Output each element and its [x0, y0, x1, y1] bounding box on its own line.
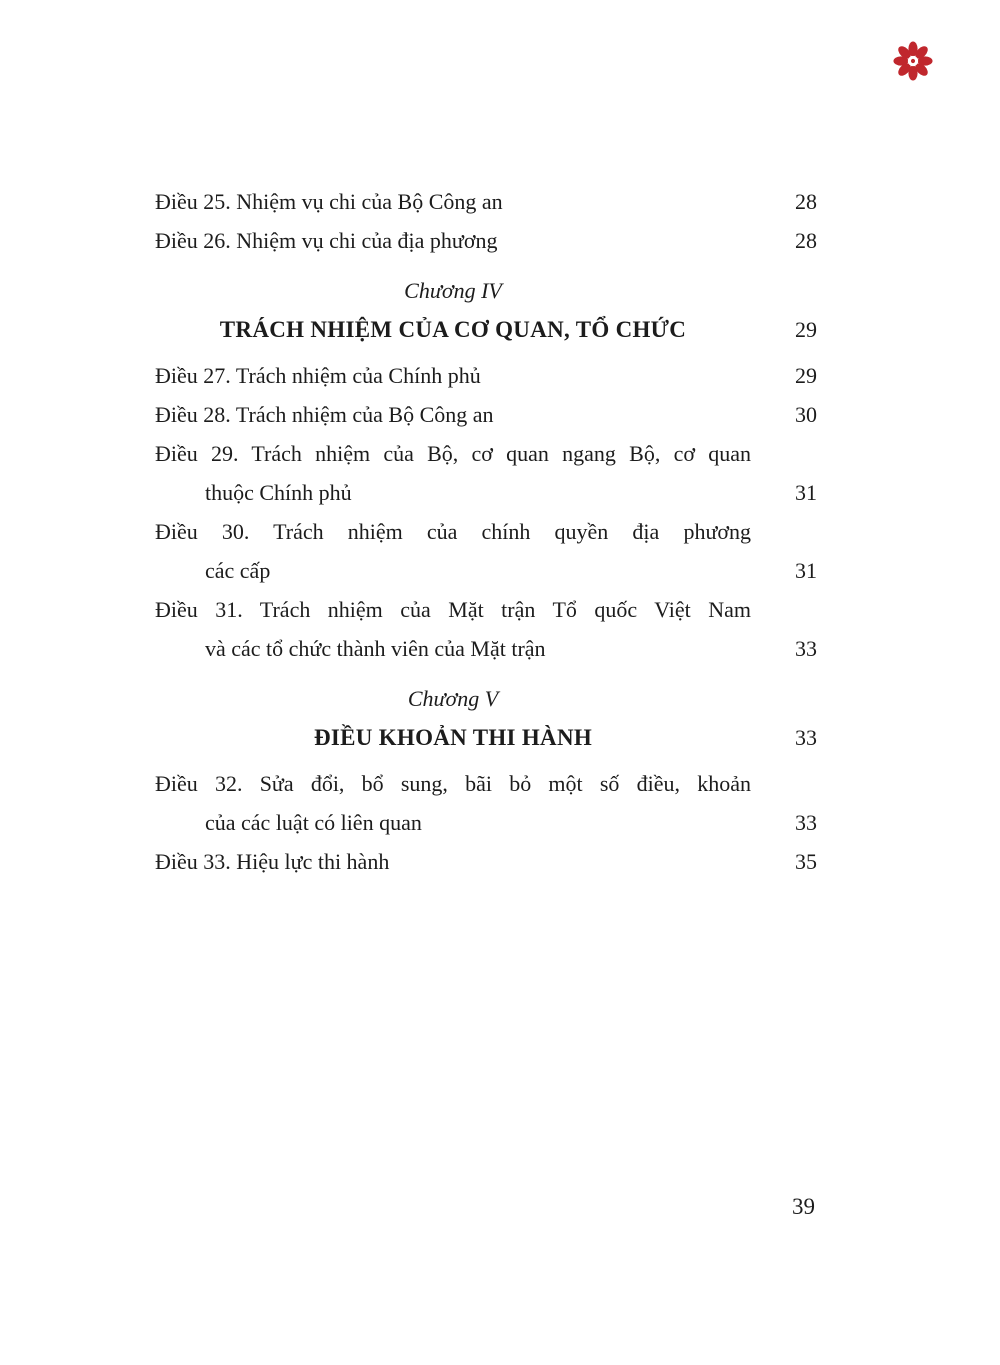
- entry-page-number: 29: [795, 363, 817, 388]
- entry-page-number: 28: [795, 228, 817, 253]
- toc-entry-line: [155, 473, 817, 512]
- entry-text: Điều 29. Trách nhiệm của Bộ, cơ quan ngang Bộ, cơ quan: [155, 441, 751, 466]
- red-flower-icon: [890, 38, 936, 84]
- entry-page-number: 33: [795, 636, 817, 661]
- toc-entry-line: [155, 803, 817, 842]
- entry-text: của các luật có liên quan: [205, 810, 422, 835]
- table-of-contents: [155, 182, 817, 881]
- entry-text: Điều 32. Sửa đổi, bổ sung, bãi bỏ một số điều, khoản: [155, 771, 751, 796]
- chapter-page-number: 29: [795, 317, 817, 342]
- entry-text: thuộc Chính phủ: [205, 480, 352, 505]
- toc-chapter: [155, 679, 817, 757]
- toc-entry-line: [155, 395, 817, 434]
- entry-text: Điều 28. Trách nhiệm của Bộ Công an: [155, 402, 494, 427]
- toc-entry: [155, 512, 817, 590]
- entry-text: và các tổ chức thành viên của Mặt trận: [205, 636, 546, 661]
- chapter-title-row: [155, 310, 817, 349]
- entry-page-number: 28: [795, 189, 817, 214]
- entry-text: Điều 30. Trách nhiệm của chính quyền địa phương: [155, 519, 751, 544]
- page-number: 39: [792, 1194, 815, 1219]
- toc-entry-line: [155, 221, 817, 260]
- entry-text: các cấp: [205, 558, 271, 583]
- chapter-title: ĐIỀU KHOẢN THI HÀNH: [313, 725, 593, 750]
- entry-text: Điều 26. Nhiệm vụ chi của địa phương: [155, 228, 498, 253]
- chapter-title: TRÁCH NHIỆM CỦA CƠ QUAN, TỔ CHỨC: [219, 317, 687, 342]
- toc-entry: [155, 434, 817, 512]
- toc-entry-line: [155, 512, 817, 551]
- toc-entry: [155, 590, 817, 668]
- toc-entry-line: [155, 356, 817, 395]
- toc-entry: [155, 395, 817, 434]
- toc-entry-line: [155, 590, 817, 629]
- entry-text: Điều 27. Trách nhiệm của Chính phủ: [155, 363, 481, 388]
- toc-entry-line: [155, 182, 817, 221]
- chapter-title-row: [155, 718, 817, 757]
- toc-entry: [155, 842, 817, 881]
- chapter-label: Chương V: [407, 686, 499, 711]
- entry-text: Điều 31. Trách nhiệm của Mặt trận Tổ quốc Việt Nam: [155, 597, 751, 622]
- entry-page-number: 31: [795, 480, 817, 505]
- toc-entry: [155, 356, 817, 395]
- toc-entry-line: [155, 434, 817, 473]
- toc-entry-line: [155, 629, 817, 668]
- toc-entry: [155, 221, 817, 260]
- entry-page-number: 31: [795, 558, 817, 583]
- entry-page-number: 33: [795, 810, 817, 835]
- toc-entry-line: [155, 842, 817, 881]
- chapter-label: Chương IV: [404, 278, 502, 303]
- toc-entry: [155, 182, 817, 221]
- toc-entry-line: [155, 551, 817, 590]
- entry-text: Điều 33. Hiệu lực thi hành: [155, 849, 390, 874]
- chapter-page-number: 33: [795, 725, 817, 750]
- toc-entry-line: [155, 764, 817, 803]
- entry-page-number: 35: [795, 849, 817, 874]
- entry-page-number: 30: [795, 402, 817, 427]
- toc-entry: [155, 764, 817, 842]
- entry-text: Điều 25. Nhiệm vụ chi của Bộ Công an: [155, 189, 503, 214]
- toc-chapter: [155, 271, 817, 349]
